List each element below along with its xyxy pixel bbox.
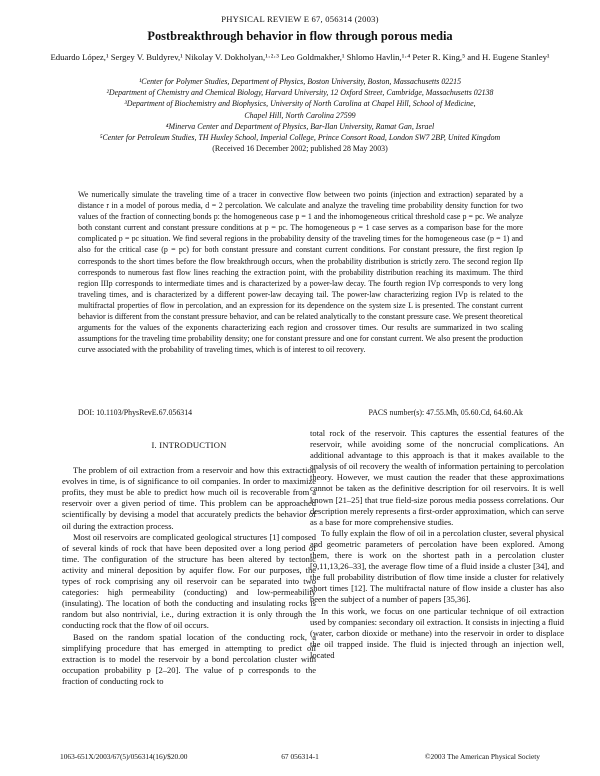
footer-code: 1063-651X/2003/67(5)/056314(16)/$20.00 [60, 752, 188, 761]
author-list: Eduardo López,¹ Sergey V. Buldyrev,¹ Nikolay V. Dokholyan,¹·²·³ Leo Goldmakher,¹ Shlomo Havlin,¹·⁴ Peter R. King,⁵ and H. Eugene Stanley¹ [50, 52, 550, 62]
paper-title: Postbreakthrough behavior in flow through porous media [147, 29, 453, 43]
copyright: ©2003 The American Physical Society [424, 752, 540, 761]
affiliation-3-cont: Chapel Hill, North Carolina 27599 [244, 110, 356, 120]
paragraph: To fully explain the flow of oil in a percolation cluster, several physical and geometric parameters of percolation have been explored. Among them, there is work on the shortest path in a percolation cluster [9,11,13,26–33], the average flow time of a fluid inside a cluster [34], and the full probability distribution of flow time inside a cluster for relatively short times [12]. The multifractal nature of flow inside a cluster has also been the subject of a number of papers [35,36]. [310, 527, 564, 605]
affiliation-2: ²Department of Chemistry and Chemical Biology, Harvard University, 12 Oxford Street, Cambridge, Massachusetts 02138 [106, 88, 494, 98]
doi-pacs-line [78, 408, 523, 417]
affiliations [40, 76, 560, 154]
paragraph: total rock of the reservoir. This captures the essential features of the reservoir, while avoiding some of the noncrucial complications. An additional advantage to this approach is that it makes available to the analysis of oil recovery the wealth of information pertaining to percolation theory. However, we must caution the reader that these approximations cannot be taken as the definitive description for oil reservoirs. It is well known [21–25] that true field-size porous media possess correlations. Our description merely represents a first-order approximation, which can serve as a base for more comprehensive studies. [310, 428, 564, 527]
page-number: 67 056314-1 [281, 752, 319, 761]
paragraph: The problem of oil extraction from a reservoir and how this extraction evolves in time, is of significance to oil companies. In order to maximize profits, they must be able to predict how much oil is recoverable from a reservoir over a given period of time. This problem can be approached scientifically by devising a model that accurately predicts the behavior of oil during the extraction process. [62, 465, 316, 531]
doi: DOI: 10.1103/PhysRevE.67.056314 [78, 408, 193, 417]
section-heading: I. INTRODUCTION [151, 440, 227, 450]
affiliation-5: ⁵Center for Petroleum Studies, TH Huxley School, Imperial College, Prince Consort Road, London SW7 2BP, United Kingdom [99, 133, 501, 143]
pacs-numbers: PACS number(s): 47.55.Mh, 05.60.Cd, 64.60.Ak [368, 408, 523, 417]
journal-header: PHYSICAL REVIEW E 67, 056314 (2003) [221, 14, 379, 24]
right-column [310, 428, 564, 661]
affiliation-1: ¹Center for Polymer Studies, Department of Physics, Boston University, Boston, Massachusetts 02215 [138, 77, 462, 86]
paragraph: Most oil reservoirs are complicated geological structures [1] composed of several kinds of rock that have been deposited over a long period of time. The configuration of the structure has been altered by tectonic activity and mineral deposition by aquifer flow. For our purposes, the types of rock comprising any oil reservoir can be separated into two categories: high permeability (conducting) and low-permeability (insulating). The location of both the conducting and insulating rocks is random but also nontrivial, i.e., during extraction it is only through the conducting rock that the flow of oil occurs. [62, 531, 316, 631]
paragraph: In this work, we focus on one particular technique of oil extraction used by companies: secondary oil extraction. It consists in injecting a fluid (water, carbon dioxide or methane) into the reservoir in order to displace the oil trapped inside. The fluid is injected through an injection well, located [310, 605, 564, 660]
affiliation-3: ³Department of Biochemistry and Biophysics, University of North Carolina at Chapel Hill, School of Medicine, [124, 99, 476, 109]
received-dates: (Received 16 December 2002; published 28 May 2003) [212, 144, 388, 154]
paragraph: Based on the random spatial location of the conducting rock, a simplifying procedure that has emerged in attempting to predict oil extraction is to model the reservoir by a bond percolation cluster with occupation probability p [2–20]. The value of p corresponds to the fraction of conducting rock to [62, 631, 316, 686]
abstract: We numerically simulate the traveling time of a tracer in convective flow between two points (injection and extraction) separated by a distance r in a model of porous media, d = 2 percolation. We calculate and analyze the traveling time probability density function for two values of the fraction of connecting bonds p: the homogeneous case p = 1 and the inhomogeneous critical threshold case p = pc. We analyze both constant current and constant pressure conditions at p = pc. The homogeneous p = 1 case serves as a comparison base for the more complicated p = pc situation. We find several regions in the probability density of the traveling times for the homogeneous case (p = 1) and also for the critical case (p = pc) for both constant pressure and constant current conditions. For constant pressure, the first region Ip corresponds to the short times before the flow breakthrough occurs, when the probability distribution is strictly zero. The second region IIp corresponds to numerous fast flow lines reaching the extraction point, with the probability distribution reaching its maximum. The third region IIIp corresponds to intermediate times and is characterized by a power-law decay. The fourth region IVp corresponds to very long traveling times, and is characterized by a different power-law decaying tail. The power-law characterizing region IVp is related to the multifractal properties of flow in percolation, and an expression for its dependence on the system size L is presented. The constant current behavior is different from the constant pressure behavior, and can be related analytically to the constant pressure case. We present theoretical arguments for the values of the exponents characterizing each region and crossover times. Our results are summarized in two scaling assumptions for the traveling time probability density; one for constant pressure and one for constant current. We also present the production curve associated with the probability of traveling times, which is of interest to oil recovery. [78, 190, 523, 355]
left-column [62, 428, 316, 687]
affiliation-4: ⁴Minerva Center and Department of Physics, Bar-Ilan University, Ramat Gan, Israel [165, 121, 435, 131]
